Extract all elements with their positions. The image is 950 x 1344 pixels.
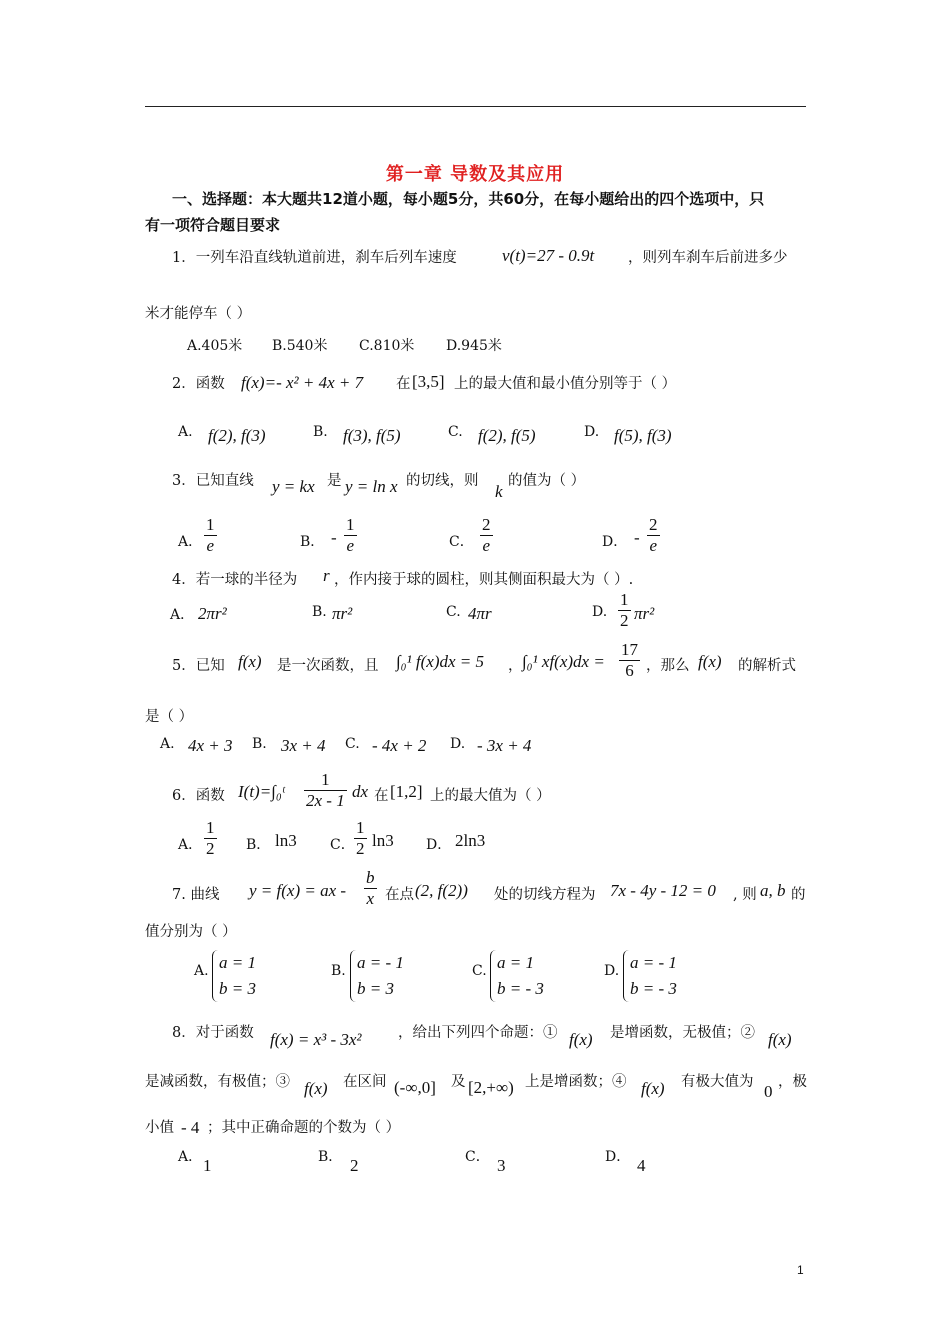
q3-k: k: [495, 482, 503, 501]
q8-option-c: 3: [497, 1156, 506, 1175]
header-rule: [145, 106, 806, 107]
q5-label-d: D.: [450, 736, 466, 752]
q4-label-b: B.: [312, 604, 327, 620]
q3-option-c: [480, 515, 493, 556]
q8-text-d: 是减函数，有极值；③: [145, 1074, 290, 1090]
q8-label-d: D．: [605, 1149, 631, 1165]
page-number: 1: [797, 1263, 804, 1277]
q7-a-eq2: b = 3: [219, 979, 256, 998]
q6-label-a: A．: [178, 837, 203, 853]
q7-label-c: C.: [472, 963, 487, 979]
q7-b-eq1: a = - 1: [357, 953, 404, 972]
q6-num: 1: [304, 770, 347, 791]
q2-text-a: 2．函数: [172, 376, 225, 392]
q7-d-system: [623, 950, 677, 1002]
q8-text-g: 上是增函数；④: [525, 1074, 627, 1090]
q2-option-b: f(3), f(5): [343, 426, 401, 445]
q6-a-num: 1: [206, 818, 215, 837]
q3-d-den: e: [649, 536, 658, 555]
q7-point: (2, f(2)): [415, 881, 468, 900]
q6-formula: I(t)=∫₀ᵗ: [238, 782, 285, 801]
q8-option-a: 1: [203, 1156, 212, 1175]
q5-label-b: B.: [252, 736, 267, 752]
q5-text-a: 5．已知: [172, 658, 225, 674]
chapter-title: 第一章 导数及其应用: [385, 164, 565, 185]
q4-d-den: 2: [620, 611, 629, 630]
q5-label-c: C.: [345, 736, 360, 752]
q7-c-system: [490, 950, 544, 1002]
q6-text-a: 6．函数: [172, 788, 225, 804]
q7-d-eq1: a = - 1: [630, 953, 677, 972]
q6-c-den: 2: [356, 839, 365, 858]
q7-c-eq2: b = - 3: [497, 979, 544, 998]
q6-label-c: C．: [330, 837, 355, 853]
q8-option-d: 4: [637, 1156, 646, 1175]
q7-text-c: 处的切线方程为: [494, 887, 596, 903]
q2-text-c: 上的最大值和最小值分别等于（ ）: [454, 376, 677, 392]
q3-text-d: 的值为（ ）: [508, 473, 586, 489]
q8-text-e: 在区间: [343, 1074, 387, 1090]
q2-formula: f(x)=- x² + 4x + 7: [241, 373, 364, 392]
q4-option-a: 2πr²: [198, 604, 227, 623]
q5-frac: [619, 640, 640, 681]
q2-option-c: f(2), f(5): [478, 426, 536, 445]
q3-a-den: e: [206, 536, 215, 555]
q6-label-b: B．: [246, 837, 271, 853]
q6-interval: [1,2]: [390, 782, 423, 801]
q1-option-c: C.810米: [359, 338, 415, 354]
q5-text-b: 是一次函数，且: [277, 658, 379, 674]
q5-option-d: - 3x + 4: [477, 736, 532, 755]
q7-num: b: [366, 868, 375, 887]
q5-sep: ，: [508, 658, 523, 674]
q3-option-b-fraction: [344, 515, 357, 556]
q3-option-d: [647, 515, 660, 556]
q8-fx-4: f(x): [641, 1079, 665, 1098]
q1-formula: v(t)=27 - 0.9t: [502, 246, 595, 265]
q1-stem: [172, 246, 457, 267]
section-heading-line1: 一、选择题：本大题共12道小题，每小题5分，共60分，在每小题给出的四个选项中，只: [172, 190, 765, 208]
q6-c-frac: [354, 818, 367, 859]
q7-b-eq2: b = 3: [357, 979, 394, 998]
q4-label-d: D.: [592, 604, 608, 620]
q6-text-c: 上的最大值为（ ）: [430, 788, 551, 804]
q7-formula: y = f(x) = ax -: [249, 881, 347, 900]
q7-tangent: 7x - 4y - 12 = 0: [610, 881, 716, 900]
q4-d-frac: [618, 590, 631, 631]
q7-a-system: [212, 950, 256, 1002]
q3-b-num: 1: [346, 515, 355, 534]
q3-label-b: B．: [300, 534, 325, 550]
q8-zero: 0: [764, 1082, 773, 1101]
q8-neg4: - 4: [181, 1118, 200, 1137]
q3-text-b: 是: [327, 473, 342, 489]
q7-text-b: 在点: [385, 887, 414, 903]
q1-option-a: A.405米: [187, 338, 243, 354]
q2-option-d: f(5), f(3): [614, 426, 672, 445]
q3-option-d-fraction: [647, 515, 660, 556]
q6-option-c-tail: ln3: [372, 831, 394, 850]
q4-option-c: 4πr: [468, 604, 492, 623]
q3-label-d: D．: [602, 534, 628, 550]
q8-label-a: A．: [178, 1149, 203, 1165]
q4-text-b: ，作内接于球的圆柱，则其侧面积最大为（ ）.: [334, 572, 634, 588]
q3-text-c: 的切线，则: [406, 473, 479, 489]
q5-text-e: 是（ ）: [145, 709, 194, 725]
q8-text-k: ；其中正确命题的个数为（ ）: [207, 1120, 401, 1136]
section-heading-line2: 有一项符合题目要求: [145, 216, 281, 234]
q3-label-a: A．: [178, 534, 203, 550]
q8-interval-2: [2,+∞): [468, 1078, 514, 1097]
q5-integral-1: ∫₀¹ f(x)dx = 5: [396, 652, 485, 671]
q3-text-a: 3．已知直线: [172, 473, 254, 489]
q5-option-b: 3x + 4: [281, 736, 326, 755]
q3-option-a-fraction: [204, 515, 217, 556]
q7-text-e: 的: [791, 887, 806, 903]
q6-c-num: 1: [356, 818, 365, 837]
q7-option-a: [212, 950, 256, 1002]
q8-text-b: ，给出下列四个命题：①: [398, 1025, 558, 1041]
q4-label-c: C.: [446, 604, 461, 620]
q8-fx-1: f(x): [569, 1030, 593, 1049]
q8-text-i: ，极: [778, 1074, 807, 1090]
q8-option-b: 2: [350, 1156, 359, 1175]
q5-fx-2: f(x): [698, 652, 722, 671]
q5-fraction: [619, 640, 640, 681]
q5-option-c: - 4x + 2: [372, 736, 427, 755]
q4-option-d-fraction: [618, 590, 631, 631]
q4-text-a: 4．若一球的半径为: [172, 572, 298, 588]
q7-frac: [364, 868, 377, 909]
q2-label-a: A.: [178, 424, 193, 440]
q7-den: x: [366, 889, 375, 908]
q6-a-den: 2: [206, 839, 215, 858]
q3-line: y = kx: [272, 477, 315, 496]
q5-option-a: 4x + 3: [188, 736, 233, 755]
q4-d-num: 1: [620, 590, 629, 609]
q5-integral-2: ∫₀¹ xf(x)dx =: [522, 652, 605, 671]
q7-d-eq2: b = - 3: [630, 979, 677, 998]
q3-curve: y = ln x: [345, 477, 398, 496]
q2-label-b: B.: [313, 424, 328, 440]
q7-a-eq1: a = 1: [219, 953, 256, 972]
q3-b-den: e: [346, 536, 355, 555]
q8-text-a: 8．对于函数: [172, 1025, 254, 1041]
q8-fx-3: f(x): [304, 1079, 328, 1098]
q8-label-c: C．: [465, 1149, 490, 1165]
q7-b-system: [350, 950, 404, 1002]
q7-text-d: , 则: [733, 887, 757, 903]
q3-label-c: C．: [449, 534, 474, 550]
q8-formula: f(x) = x³ - 3x²: [270, 1030, 362, 1049]
q6-option-a: [204, 818, 217, 859]
q6-fraction: [304, 770, 347, 811]
q7-option-c: [490, 950, 544, 1002]
q4-option-d: πr²: [634, 604, 655, 623]
q6-option-d: 2ln3: [455, 831, 486, 850]
q7-label-d: D.: [604, 963, 620, 979]
q5-label-a: A.: [160, 736, 175, 752]
q1-text-b: ，则列车刹车后前进多少: [628, 250, 788, 266]
q7-text-f: 值分别为（ ）: [145, 924, 237, 940]
q1-option-d: D.945米: [446, 338, 502, 354]
q7-fraction: [364, 868, 377, 909]
q7-option-d: [623, 950, 677, 1002]
q3-c-num: 2: [482, 515, 491, 534]
q6-option-c: [354, 818, 367, 859]
q8-text-c: 是增函数，无极值；②: [610, 1025, 755, 1041]
q6-label-d: D．: [426, 837, 452, 853]
q2-interval: [3,5]: [412, 372, 445, 391]
q3-d-sign: -: [634, 528, 640, 547]
q3-b-sign: -: [331, 528, 337, 547]
q3-option-c-fraction: [480, 515, 493, 556]
q6-text-b: 在: [374, 788, 389, 804]
q1-text-c: 米才能停车（ ）: [145, 306, 252, 322]
q3-option-b: [344, 515, 357, 556]
q6-den: 2x - 1: [306, 791, 345, 810]
q7-c-eq1: a = 1: [497, 953, 534, 972]
q1-text-a: 1．一列车沿直线轨道前进，刹车后列车速度: [172, 250, 457, 266]
q2-option-a: f(2), f(3): [208, 426, 266, 445]
q2-text-b: 在: [396, 376, 411, 392]
q5-text-d: 的解析式: [738, 658, 796, 674]
q6-frac: [304, 770, 347, 811]
q7-option-b: [350, 950, 404, 1002]
q3-c-den: e: [482, 536, 491, 555]
q2-label-c: C.: [448, 424, 463, 440]
q7-text-a: 7. 曲线: [172, 887, 220, 903]
q7-ab: a, b: [760, 881, 786, 900]
q3-d-num: 2: [649, 515, 658, 534]
q8-interval-1: (-∞,0]: [394, 1078, 436, 1097]
q6-dx: dx: [352, 782, 369, 801]
q4-r: r: [323, 566, 330, 585]
q3-a-num: 1: [206, 515, 215, 534]
q2-label-d: D.: [584, 424, 600, 440]
q1-option-b: B.540米: [272, 338, 328, 354]
q5-den: 6: [625, 661, 634, 680]
q8-text-h: 有极大值为: [681, 1074, 754, 1090]
q3-option-a: [204, 515, 217, 556]
q4-option-b: πr²: [332, 604, 353, 623]
q6-option-b: ln3: [275, 831, 297, 850]
q8-fx-2: f(x): [768, 1030, 792, 1049]
q7-label-a: A.: [194, 963, 209, 979]
q4-label-a: A．: [170, 607, 195, 623]
q5-text-c: ，那么: [646, 658, 690, 674]
q5-num: 17: [621, 640, 638, 659]
q8-text-f: 及: [451, 1074, 466, 1090]
q6-a-frac: [204, 818, 217, 859]
q8-text-j: 小值: [145, 1120, 174, 1136]
q8-label-b: B．: [318, 1149, 343, 1165]
q5-fx: f(x): [238, 652, 262, 671]
q7-label-b: B.: [331, 963, 346, 979]
